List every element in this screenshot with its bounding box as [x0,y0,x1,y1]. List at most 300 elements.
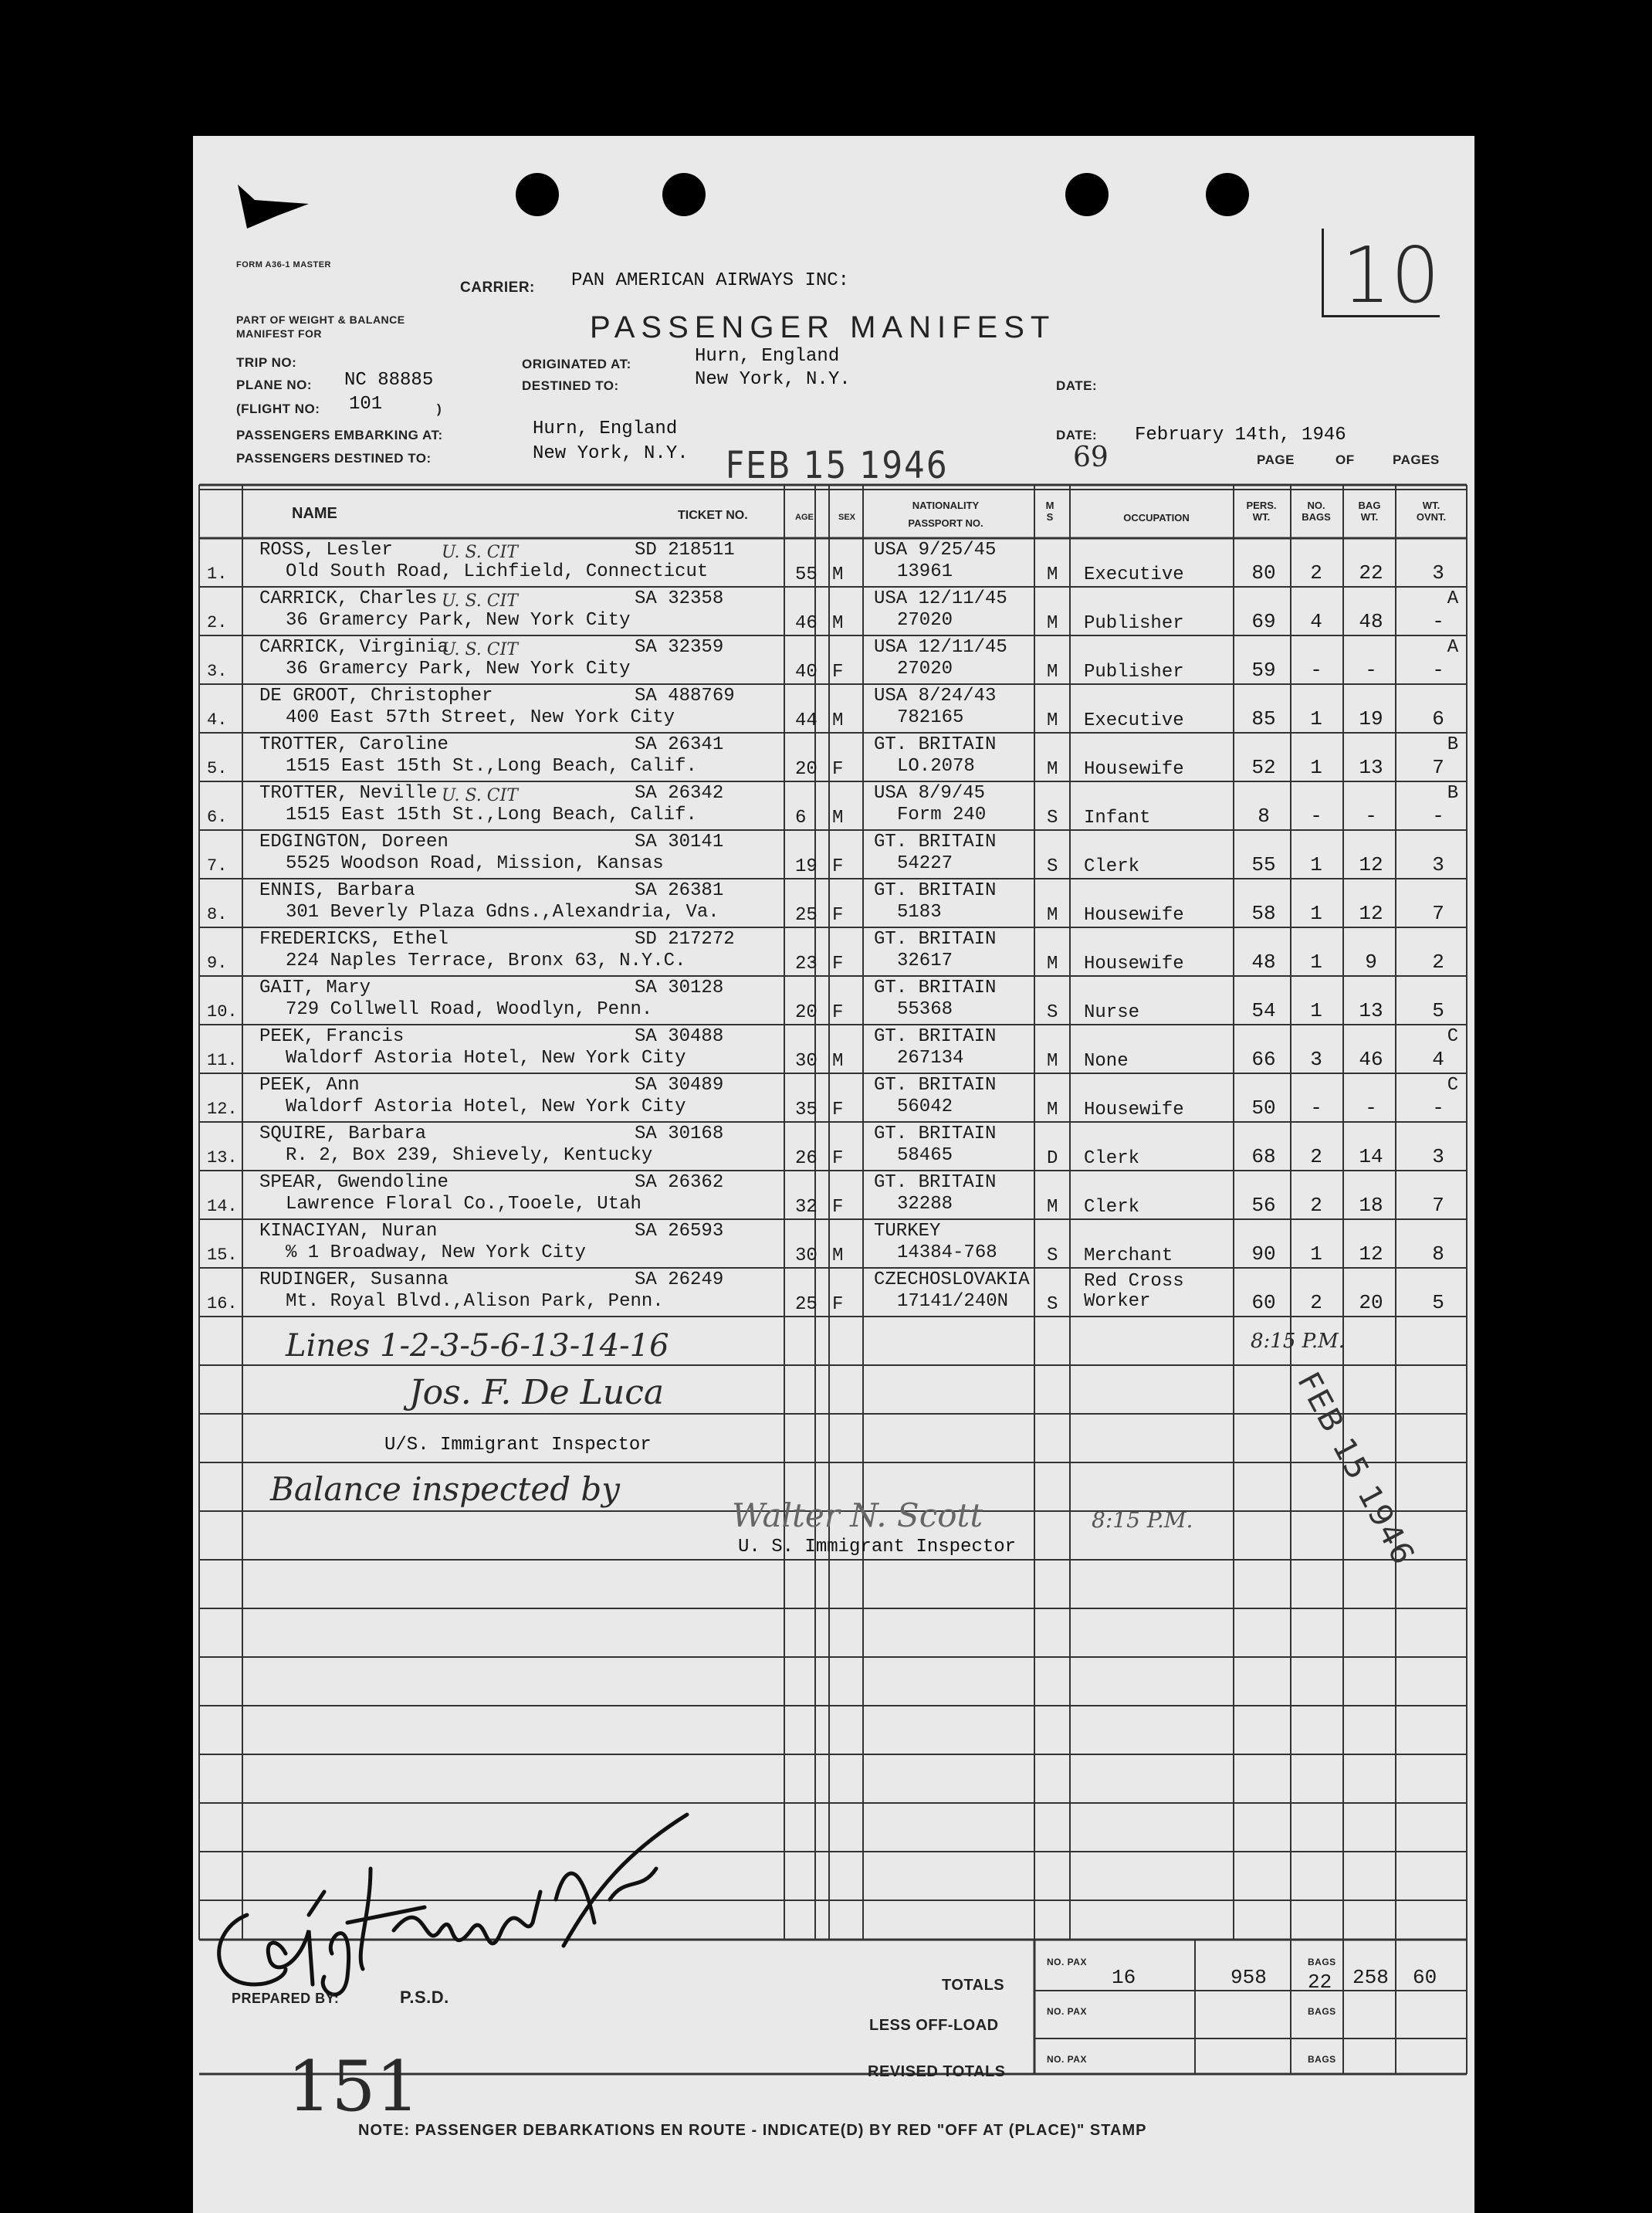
passenger-name: TROTTER, Neville [259,783,438,804]
no-bags: 2 [1310,1291,1322,1314]
passenger-name: GAIT, Mary [259,978,371,998]
age-value: 30 [795,1051,818,1072]
bag-wt: 13 [1359,999,1383,1022]
bags-label-2: BAGS [1308,2006,1336,2017]
nationality-value: GT. BRITAIN [874,1172,997,1193]
bag-wt: 22 [1359,561,1383,585]
of-label: OF [1335,452,1355,467]
passenger-name: CARRICK, Charles [259,588,438,609]
row-number: 6. [207,808,228,827]
sex-value: M [832,613,844,634]
part-of-label: PART OF WEIGHT & BALANCE [236,313,405,326]
passenger-name: CARRICK, Virginia [259,637,449,658]
originated-label: ORIGINATED AT: [522,357,631,371]
total-bags: 22 [1308,1971,1332,1994]
wt-ovnt: - [1432,1096,1444,1120]
sex-value: F [832,1197,844,1218]
col-header-occupation: OCCUPATION [1123,512,1190,524]
passport-value: 55368 [897,999,953,1020]
sex-value: F [832,905,844,926]
wt-ovnt: 3 [1432,853,1444,876]
wt-ovnt: 7 [1432,756,1444,779]
passenger-address: 224 Naples Terrace, Bronx 63, N.Y.C. [286,951,686,971]
nationality-value: GT. BRITAIN [874,880,997,901]
trip-label: TRIP NO: [236,355,297,370]
row-number: 1. [207,564,228,584]
passport-value: 782165 [897,707,964,728]
col-header-no-bags: NO. BAGS [1302,500,1331,523]
passport-value: 267134 [897,1048,964,1069]
sex-value: M [832,1245,844,1266]
passenger-name: TROTTER, Caroline [259,734,449,755]
total-pers-wt: 958 [1231,1966,1267,1989]
sex-value: M [832,808,844,829]
row-number: 10. [207,1002,238,1022]
bags-label: BAGS [1308,1957,1336,1967]
passenger-name: PEEK, Francis [259,1026,405,1047]
age-value: 6 [795,808,807,829]
col-header-age: AGE [795,513,814,522]
passenger-address: % 1 Broadway, New York City [286,1242,586,1263]
nopax-label-3: NO. PAX [1047,2054,1087,2065]
inspector2-signature: Walter N. Scott [732,1496,983,1534]
wt-ovnt: 2 [1432,951,1444,974]
ticket-number: SA 26381 [635,880,724,901]
destined-passengers-label: PASSENGERS DESTINED TO: [236,451,432,466]
age-value: 55 [795,564,818,585]
col-header-wt-ovnt: WT. OVNT. [1416,500,1447,523]
occupation-value: None [1084,1051,1129,1072]
occupation-value: Housewife [1084,759,1184,780]
no-bags: 3 [1310,1048,1322,1071]
no-bags: - [1310,1096,1322,1120]
group-mark: B [1447,783,1459,804]
inspector1-signature: Jos. F. De Luca [409,1373,665,1412]
passenger-address: 400 East 57th Street, New York City [286,707,675,728]
no-bags: 1 [1310,756,1322,779]
bottom-handwritten-number: 151 [287,2046,420,2127]
marital-status: S [1047,856,1058,877]
passenger-name: ROSS, Lesler [259,540,393,561]
bag-wt: 20 [1359,1291,1383,1314]
marital-status: S [1047,1002,1058,1023]
passenger-address: Waldorf Astoria Hotel, New York City [286,1048,686,1069]
bag-wt: 46 [1359,1048,1383,1071]
page-label: PAGE [1257,452,1295,467]
total-ovnt: 60 [1413,1966,1437,1989]
ticket-number: SA 26249 [635,1269,724,1290]
passenger-address: Old South Road, Lichfield, Connecticut [286,561,709,582]
passenger-address: Mt. Royal Blvd.,Alison Park, Penn. [286,1291,664,1312]
group-mark: A [1447,637,1459,658]
flight-label: (FLIGHT NO: [236,402,320,416]
sex-value: F [832,1148,844,1169]
passenger-address: Lawrence Floral Co.,Tooele, Utah [286,1194,642,1215]
pers-wt: 55 [1251,853,1276,876]
sex-value: M [832,1051,844,1072]
passenger-address: 1515 East 15th St.,Long Beach, Calif. [286,756,697,777]
wt-ovnt: 8 [1432,1242,1444,1266]
col-header-ms: M S [1045,500,1055,523]
inspection-date-stamp: FEB 15 1946 [1290,1367,1422,1572]
passport-value: 27020 [897,659,953,679]
wt-ovnt: 3 [1432,1145,1444,1168]
prepared-by-label: PREPARED BY: [232,1991,340,2006]
bag-wt: 12 [1359,853,1383,876]
citizenship-note: U. S. CIT [442,640,518,659]
ticket-number: SA 30488 [635,1026,724,1047]
bag-wt: 18 [1359,1194,1383,1217]
group-mark: B [1447,734,1459,755]
manifest-for-label: MANIFEST FOR [236,327,322,340]
age-value: 44 [795,710,818,731]
marital-status: M [1047,710,1058,731]
no-bags: 1 [1310,902,1322,925]
marital-status: M [1047,759,1058,780]
pers-wt: 50 [1251,1096,1276,1120]
passenger-address: Waldorf Astoria Hotel, New York City [286,1096,686,1117]
less-offload-label: LESS OFF-LOAD [869,2017,999,2034]
carrier-label: CARRIER: [460,280,535,296]
marital-status: M [1047,613,1058,634]
nationality-value: USA 12/11/45 [874,637,1007,658]
ticket-number: SA 32358 [635,588,724,609]
sex-value: F [832,1002,844,1023]
ticket-number: SA 26342 [635,783,724,804]
passport-value: LO.2078 [897,756,975,777]
age-value: 26 [795,1148,818,1169]
pers-wt: 48 [1251,951,1276,974]
wt-ovnt: - [1432,805,1444,828]
sex-value: M [832,710,844,731]
debarkation-note: NOTE: PASSENGER DEBARKATIONS EN ROUTE - INDICATE(D) BY RED "OFF AT (PLACE)" STAMP [358,2122,1147,2139]
ticket-number: SD 217272 [635,929,735,950]
no-bags: - [1310,805,1322,828]
ticket-number: SA 26593 [635,1221,724,1242]
age-value: 35 [795,1100,818,1120]
age-value: 25 [795,1294,818,1315]
row-number: 7. [207,856,228,876]
bag-wt: 12 [1359,1242,1383,1266]
marital-status: M [1047,954,1058,974]
row-number: 4. [207,710,228,730]
passenger-address: 1515 East 15th St.,Long Beach, Calif. [286,805,697,825]
pers-wt: 54 [1251,999,1276,1022]
occupation-value: Clerk [1084,1148,1140,1169]
ticket-number: SA 26362 [635,1172,724,1193]
nationality-value: GT. BRITAIN [874,1075,997,1096]
row-number: 11. [207,1051,238,1070]
occupation-value: Red Cross [1084,1271,1184,1292]
occupation-value: Executive [1084,710,1184,731]
ticket-number: SA 30141 [635,832,724,852]
no-bags: 1 [1310,707,1322,730]
inspector1-title: U/S. Immigrant Inspector [384,1435,652,1456]
nationality-value: USA 8/24/43 [874,686,997,707]
ticket-number: SA 30128 [635,978,724,998]
passenger-address: 301 Beverly Plaza Gdns.,Alexandria, Va. [286,902,719,923]
prepared-by-value: P.S.D. [400,1988,449,2007]
ticket-number: SA 488769 [635,686,735,707]
no-bags: 2 [1310,1145,1322,1168]
passport-value: Form 240 [897,805,987,825]
flight-number: 101 [349,394,383,415]
occupation-value: Clerk [1084,856,1140,877]
pers-wt: 80 [1251,561,1276,585]
bag-wt: 12 [1359,902,1383,925]
age-value: 23 [795,954,818,974]
marital-status: M [1047,1100,1058,1120]
passport-value: 27020 [897,610,953,631]
marital-status: S [1047,808,1058,829]
no-bags: 4 [1310,610,1322,633]
passenger-name: SPEAR, Gwendoline [259,1172,449,1193]
passport-value: 13961 [897,561,953,582]
pers-wt: 56 [1251,1194,1276,1217]
date-label: DATE: [1056,378,1098,393]
occupation-value-2: Worker [1084,1291,1151,1312]
pers-wt: 58 [1251,902,1276,925]
page-number: 69 [1073,442,1109,473]
corner-number: 10 [1342,230,1440,320]
wt-ovnt: - [1432,659,1444,682]
nationality-value: GT. BRITAIN [874,929,997,950]
wt-ovnt: 5 [1432,999,1444,1022]
pers-wt: 60 [1251,1291,1276,1314]
no-bags: 1 [1310,999,1322,1022]
nationality-value: CZECHOSLOVAKIA [874,1269,1030,1290]
embarking-value: Hurn, England [533,419,678,439]
passport-value: 32288 [897,1194,953,1215]
pers-wt: 85 [1251,707,1276,730]
col-header-bag-wt: BAG WT. [1358,500,1381,523]
pers-wt: 8 [1258,805,1270,828]
nationality-value: GT. BRITAIN [874,1026,997,1047]
bag-wt: 48 [1359,610,1383,633]
col-header-nationality: NATIONALITY [912,500,980,511]
group-mark: C [1447,1026,1459,1047]
passenger-address: R. 2, Box 239, Shievely, Kentucky [286,1145,653,1166]
nopax-label: NO. PAX [1047,1957,1087,1967]
wt-ovnt: 6 [1432,707,1444,730]
sex-value: F [832,1100,844,1120]
occupation-value: Merchant [1084,1245,1173,1266]
passenger-address: 36 Gramercy Park, New York City [286,659,631,679]
nationality-value: GT. BRITAIN [874,734,997,755]
page-title: PASSENGER MANIFEST [590,310,1056,344]
carrier-name: PAN AMERICAN AIRWAYS INC: [571,270,850,291]
no-bags: 1 [1310,1242,1322,1266]
no-bags: 2 [1310,1194,1322,1217]
destined-value: New York, N.Y. [695,369,851,390]
inspected-lines-note: Lines 1-2-3-5-6-13-14-16 [286,1328,669,1364]
age-value: 20 [795,1002,818,1023]
nationality-value: USA 9/25/45 [874,540,997,561]
wt-ovnt: 7 [1432,1194,1444,1217]
plane-label: PLANE NO: [236,378,312,392]
bag-wt: 19 [1359,707,1383,730]
total-pax: 16 [1112,1966,1136,1989]
age-value: 40 [795,662,818,683]
row-number: 3. [207,662,228,681]
bag-wt: 9 [1365,951,1377,974]
bag-wt: - [1365,659,1377,682]
passenger-name: ENNIS, Barbara [259,880,415,901]
col-header-pers-wt: PERS. WT. [1246,500,1277,523]
marital-status: M [1047,1051,1058,1072]
passenger-name: FREDERICKS, Ethel [259,929,449,950]
row-number: 12. [207,1100,238,1119]
occupation-value: Housewife [1084,1100,1184,1120]
occupation-value: Clerk [1084,1197,1140,1218]
passport-value: 58465 [897,1145,953,1166]
ticket-number: SD 218511 [635,540,735,561]
passport-value: 54227 [897,853,953,874]
pers-wt: 66 [1251,1048,1276,1071]
form-number: FORM A36-1 MASTER [236,260,331,269]
plane-number: NC 88885 [344,370,434,391]
occupation-value: Nurse [1084,1002,1140,1023]
sex-value: F [832,662,844,683]
sex-value: M [832,564,844,585]
row-number: 2. [207,613,228,632]
passenger-name: PEEK, Ann [259,1075,360,1096]
col-header-sex: SEX [838,513,856,522]
passenger-address: 5525 Woodson Road, Mission, Kansas [286,853,664,874]
marital-status: M [1047,1197,1058,1218]
ticket-number: SA 26341 [635,734,724,755]
inspector2-time: 8:15 P.M. [1092,1507,1193,1533]
totals-label: TOTALS [942,1977,1005,1994]
nationality-value: TURKEY [874,1221,941,1242]
row-number: 8. [207,905,228,924]
pers-wt: 59 [1251,659,1276,682]
passenger-address: 729 Collwell Road, Woodlyn, Penn. [286,999,653,1020]
col-header-passport: PASSPORT NO. [908,517,983,529]
ticket-number: SA 32359 [635,637,724,658]
age-value: 19 [795,856,818,877]
balance-inspected-note: Balance inspected by [270,1470,621,1508]
originated-value: Hurn, England [695,346,840,367]
passport-value: 17141/240N [897,1291,1009,1312]
occupation-value: Publisher [1084,662,1184,683]
captain-signature [193,1799,702,2000]
wt-ovnt: - [1432,610,1444,633]
pers-wt: 69 [1251,610,1276,633]
age-value: 25 [795,905,818,926]
embarking-label: PASSENGERS EMBARKING AT: [236,428,443,442]
citizenship-note: U. S. CIT [442,786,518,805]
pers-wt: 52 [1251,756,1276,779]
bag-wt: 13 [1359,756,1383,779]
sex-value: F [832,954,844,974]
destined-passengers-value: New York, N.Y. [533,443,689,464]
row-number: 5. [207,759,228,778]
bag-wt: - [1365,805,1377,828]
citizenship-note: U. S. CIT [442,591,518,611]
passport-value: 32617 [897,951,953,971]
no-bags: - [1310,659,1322,682]
no-bags: 2 [1310,561,1322,585]
occupation-value: Executive [1084,564,1184,585]
destined-label: DESTINED TO: [522,378,619,393]
nationality-value: USA 12/11/45 [874,588,1007,609]
age-value: 20 [795,759,818,780]
date2-label: DATE: [1056,428,1098,442]
nationality-value: GT. BRITAIN [874,1123,997,1144]
no-bags: 1 [1310,853,1322,876]
passenger-name: EDGINGTON, Doreen [259,832,449,852]
col-header-name: NAME [292,505,337,522]
bags-label-3: BAGS [1308,2054,1336,2065]
nopax-label-2: NO. PAX [1047,2006,1087,2017]
col-header-ticket: TICKET NO. [678,509,748,522]
flight-close-paren: ) [437,402,442,416]
occupation-value: Publisher [1084,613,1184,634]
passenger-address: 36 Gramercy Park, New York City [286,610,631,631]
occupation-value: Infant [1084,808,1151,829]
marital-status: M [1047,564,1058,585]
inspector1-time: 8:15 P.M. [1251,1330,1346,1353]
pages-label: PAGES [1393,452,1440,467]
citizenship-note: U. S. CIT [442,543,518,562]
passport-value: 5183 [897,902,942,923]
sex-value: F [832,759,844,780]
marital-status: M [1047,662,1058,683]
passenger-name: SQUIRE, Barbara [259,1123,427,1144]
passport-value: 14384-768 [897,1242,997,1263]
no-bags: 1 [1310,951,1322,974]
bag-wt: 14 [1359,1145,1383,1168]
wt-ovnt: 4 [1432,1048,1444,1071]
age-value: 30 [795,1245,818,1266]
row-number: 9. [207,954,228,973]
passenger-name: DE GROOT, Christopher [259,686,493,707]
revised-totals-label: REVISED TOTALS [868,2063,1006,2080]
marital-status: S [1047,1294,1058,1315]
group-mark: C [1447,1075,1459,1096]
nationality-value: USA 8/9/45 [874,783,986,804]
nationality-value: GT. BRITAIN [874,978,997,998]
ticket-number: SA 30489 [635,1075,724,1096]
sex-value: F [832,1294,844,1315]
marital-status: M [1047,905,1058,926]
marital-status: D [1047,1148,1058,1169]
group-mark: A [1447,588,1459,609]
nationality-value: GT. BRITAIN [874,832,997,852]
pers-wt: 68 [1251,1145,1276,1168]
age-value: 46 [795,613,818,634]
wt-ovnt: 5 [1432,1291,1444,1314]
passport-value: 56042 [897,1096,953,1117]
passenger-name: RUDINGER, Susanna [259,1269,449,1290]
row-number: 14. [207,1197,238,1216]
age-value: 32 [795,1197,818,1218]
pers-wt: 90 [1251,1242,1276,1266]
row-number: 16. [207,1294,238,1313]
occupation-value: Housewife [1084,954,1184,974]
row-number: 15. [207,1245,238,1265]
sex-value: F [832,856,844,877]
ticket-number: SA 30168 [635,1123,724,1144]
marital-status: S [1047,1245,1058,1266]
wt-ovnt: 7 [1432,902,1444,925]
wt-ovnt: 3 [1432,561,1444,585]
row-number: 13. [207,1148,238,1168]
inspector2-title: U. S. Immigrant Inspector [738,1537,1017,1557]
date2-value: February 14th, 1946 [1135,425,1346,446]
bag-wt: - [1365,1096,1377,1120]
